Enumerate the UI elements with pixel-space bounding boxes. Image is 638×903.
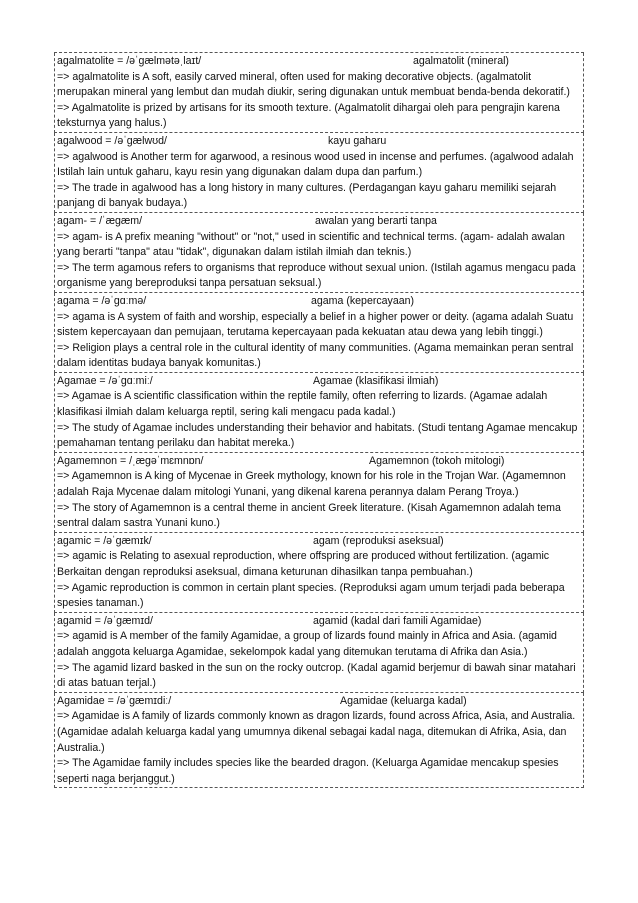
definition: => Agamae is A scientific classification within the reptile family, often referring to lizards. (Agamae adalah klasifikasi ilmiah dalam keluarga reptil, sering kali mengacu pada kadal.)	[57, 390, 548, 419]
headword: agalwood = /əˈɡælwʊd/	[57, 134, 167, 147]
entry-header	[57, 454, 581, 470]
definition: => agamid is A member of the family Agamidae, a group of lizards found mainly in Africa and Asia. (agamid adalah anggota keluarga Agamidae, sekelompok kadal yang ditemukan terutama di Afrika dan Asia.)	[57, 630, 557, 658]
translation: kayu gaharu	[328, 134, 387, 147]
translation: agamid (kadal dari famili Agamidae)	[313, 614, 482, 627]
definition: => agalwood is Another term for agarwood, a resinous wood used in incense and perfumes. (agalwood adalah Istilah lain untuk gaharu, kayu resin yang digunakan dalam dupa dan parfum.)	[57, 150, 574, 179]
example: => The study of Agamae includes understanding their behavior and habitats. (Studi tentang Agamae mencakup pemahaman tentang perilaku dan habitat mereka.)	[57, 421, 578, 450]
translation: agam (reproduksi aseksual)	[313, 534, 444, 547]
definition: => agalmatolite is A soft, easily carved mineral, often used for making decorative objects. (agalmatolit merupakan mineral yang lembut dan mudah diukir, sering digunakan untuk membuat benda-benda dekoratif.)	[57, 70, 570, 99]
dictionary-entry	[54, 293, 584, 373]
entry-header	[57, 134, 581, 150]
dictionary-entry	[54, 693, 584, 789]
example: => The story of Agamemnon is a central theme in ancient Greek literature. (Kisah Agamemnon adalah tema sentral dalam sastra Yunani kuno.)	[57, 501, 561, 530]
entry-header	[57, 614, 581, 630]
definition: => agamic is Relating to asexual reproduction, where offspring are produced without fertilization. (agamic Berkaitan dengan reproduksi aseksual, dimana keturunan dihasilkan tanpa pembuahan.)	[57, 550, 550, 578]
definition: => agam- is A prefix meaning "without" or "not," used in scientific and technical terms. (agam- adalah awalan yang berarti "tanpa" atau "tidak", digunakan dalam istilah ilmiah dan teknis.)	[57, 230, 565, 259]
dictionary-entry	[54, 133, 584, 213]
translation: Agamae (klasifikasi ilmiah)	[313, 374, 439, 387]
dictionary-entry	[54, 453, 584, 533]
translation: Agamidae (keluarga kadal)	[340, 694, 467, 707]
definition: => agama is A system of faith and worship, especially a belief in a higher power or deity. (agama adalah Suatu sistem kepercayaan dan pemujaan, terutama kepercayaan pada kekuatan atau dewa yang lebih tinggi.)	[57, 310, 574, 339]
entry-header	[57, 54, 581, 70]
example: => Religion plays a central role in the cultural identity of many communities. (Agama memainkan peran sentral dalam identitas budaya banyak komunitas.)	[57, 341, 574, 370]
dictionary-entry	[54, 373, 584, 453]
headword: Agamidae = /əˈɡæmɪdiː/	[57, 694, 172, 707]
headword: agalmatolite = /əˈɡælmətəˌlaɪt/	[57, 55, 202, 67]
dictionary-sheet	[54, 52, 584, 788]
example: => The trade in agalwood has a long history in many cultures. (Perdagangan kayu gaharu memiliki sejarah panjang di banyak budaya.)	[57, 181, 557, 210]
dictionary-entry	[54, 213, 584, 293]
example: => Agamic reproduction is common in certain plant species. (Reproduksi agam umum terjadi pada beberapa spesies tanaman.)	[57, 581, 565, 610]
translation: agalmatolit (mineral)	[413, 55, 509, 67]
dictionary-entry	[54, 53, 584, 133]
translation: Agamemnon (tokoh mitologi)	[369, 454, 505, 467]
example: => The Agamidae family includes species like the bearded dragon. (Keluarga Agamidae mencakup spesies seperti naga berjanggut.)	[57, 757, 559, 785]
example: => The agamid lizard basked in the sun on the rocky outcrop. (Kadal agamid berjemur di bawah sinar matahari di atas batuan terjal.)	[57, 661, 576, 690]
dictionary-entry	[54, 533, 584, 613]
headword: agama = /əˈɡɑːmə/	[57, 294, 147, 307]
example: => The term agamous refers to organisms that reproduce without sexual union. (Istilah agamus mengacu pada organisme yang bereproduksi tanpa persatuan seksual.)	[57, 261, 576, 290]
definition: => Agamemnon is A king of Mycenae in Greek mythology, known for his role in the Trojan War. (Agamemnon adalah Raja Mycenae dalam mitologi Yunani, yang dikenal karena perannya dalam Perang Troya.)	[57, 470, 566, 499]
headword: agamic = /əˈɡæmɪk/	[57, 534, 152, 547]
headword: Agamemnon = /ˌæɡəˈmɛmnɒn/	[57, 454, 204, 467]
headword: Agamae = /əˈɡɑːmiː/	[57, 374, 153, 387]
entry-header	[57, 374, 581, 390]
translation: agama (kepercayaan)	[311, 294, 415, 307]
dictionary-entry	[54, 613, 584, 693]
translation: awalan yang berarti tanpa	[315, 214, 437, 227]
entry-header	[57, 294, 581, 310]
headword: agam- = /ˈæɡæm/	[57, 214, 143, 227]
entry-header	[57, 694, 581, 710]
example: => Agalmatolite is prized by artisans for its smooth texture. (Agalmatolit dihargai oleh para pengrajin karena teksturnya yang halus.)	[57, 101, 560, 130]
entry-header	[57, 534, 581, 550]
headword: agamid = /əˈɡæmɪd/	[57, 614, 153, 627]
definition: => Agamidae is A family of lizards commonly known as dragon lizards, found across Africa, Asia, and Australia. (Agamidae adalah keluarga kadal yang umumnya dikenal sebagai kadal naga, ditemukan di Afrika, Asia, dan Australia.)	[57, 710, 576, 754]
entry-header	[57, 214, 581, 230]
